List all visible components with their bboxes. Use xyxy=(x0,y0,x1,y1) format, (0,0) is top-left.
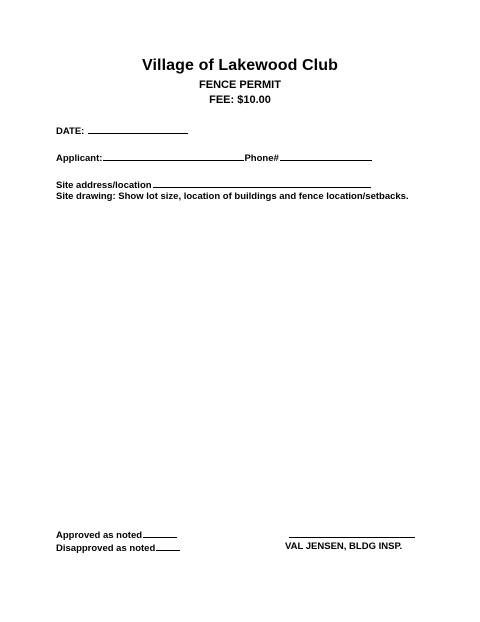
disapproved-row xyxy=(56,541,180,554)
disapproved-label: Disapproved as noted xyxy=(56,543,156,554)
site-drawing-area[interactable] xyxy=(56,206,424,521)
approved-row xyxy=(56,528,177,541)
date-label: DATE: xyxy=(56,126,87,137)
inspector-signature-line[interactable] xyxy=(289,528,415,538)
fee-label: FEE: $10.00 xyxy=(209,94,271,106)
date-row xyxy=(56,124,188,137)
date-field[interactable] xyxy=(88,124,188,134)
phone-label: Phone# xyxy=(244,153,279,164)
site-address-field[interactable] xyxy=(153,178,371,188)
form-subtitle: FENCE PERMIT xyxy=(199,79,281,91)
inspector-name: VAL JENSEN, BLDG INSP. xyxy=(285,541,403,552)
disapproved-field[interactable] xyxy=(156,541,180,551)
applicant-field[interactable] xyxy=(103,151,244,161)
approved-label: Approved as noted xyxy=(56,530,143,541)
phone-field[interactable] xyxy=(280,151,372,161)
applicant-label: Applicant: xyxy=(56,153,103,164)
page-title: Village of Lakewood Club xyxy=(142,57,338,74)
site-address-label: Site address/location xyxy=(56,180,152,191)
site-address-row xyxy=(56,178,371,191)
site-drawing-instructions: Site drawing: Show lot size, location of buildings and fence location/setbacks. xyxy=(56,191,409,202)
approved-field[interactable] xyxy=(143,528,177,538)
applicant-row xyxy=(56,151,372,164)
